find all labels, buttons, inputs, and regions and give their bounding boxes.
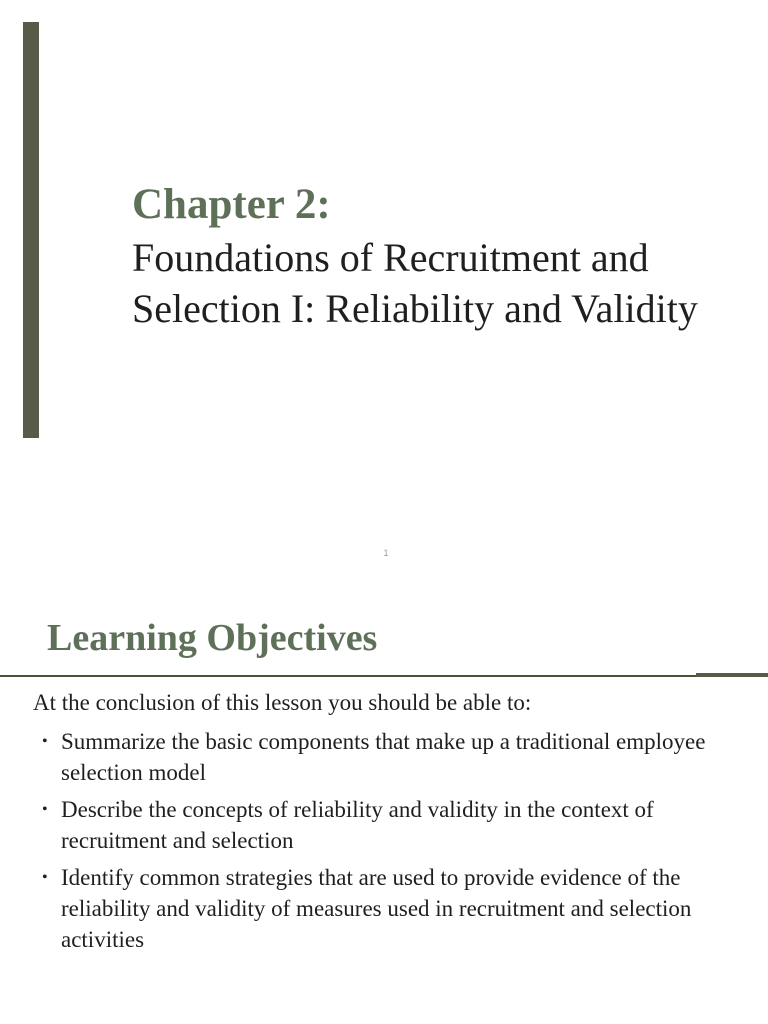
bullet-icon: • (42, 801, 48, 818)
accent-bar (23, 22, 39, 438)
objective-text: Summarize the basic components that make up a traditional employee selection model (61, 729, 706, 785)
title-divider-accent (696, 673, 768, 677)
bullet-icon: • (42, 869, 48, 886)
chapter-subtitle: Foundations of Recruitment and Selection I: Reliability and Validity (132, 235, 698, 331)
list-item (40, 862, 740, 955)
objective-text: Describe the concepts of reliability and validity in the context of recruitment and selection (61, 797, 654, 853)
page-number: 1 (383, 548, 389, 558)
objectives-list (40, 726, 740, 961)
slide-title: Learning Objectives (47, 617, 378, 659)
bullet-icon: • (42, 733, 48, 750)
chapter-title: Chapter 2: (132, 181, 331, 228)
intro-text: At the conclusion of this lesson you should be able to: (33, 690, 532, 715)
learning-objectives-slide (0, 580, 768, 1024)
list-item (40, 794, 740, 856)
objective-text: Identify common strategies that are used to provide evidence of the reliability and validity of measures used in recruitment and selection activities (61, 865, 692, 952)
list-item (40, 726, 740, 788)
title-divider (0, 675, 768, 677)
